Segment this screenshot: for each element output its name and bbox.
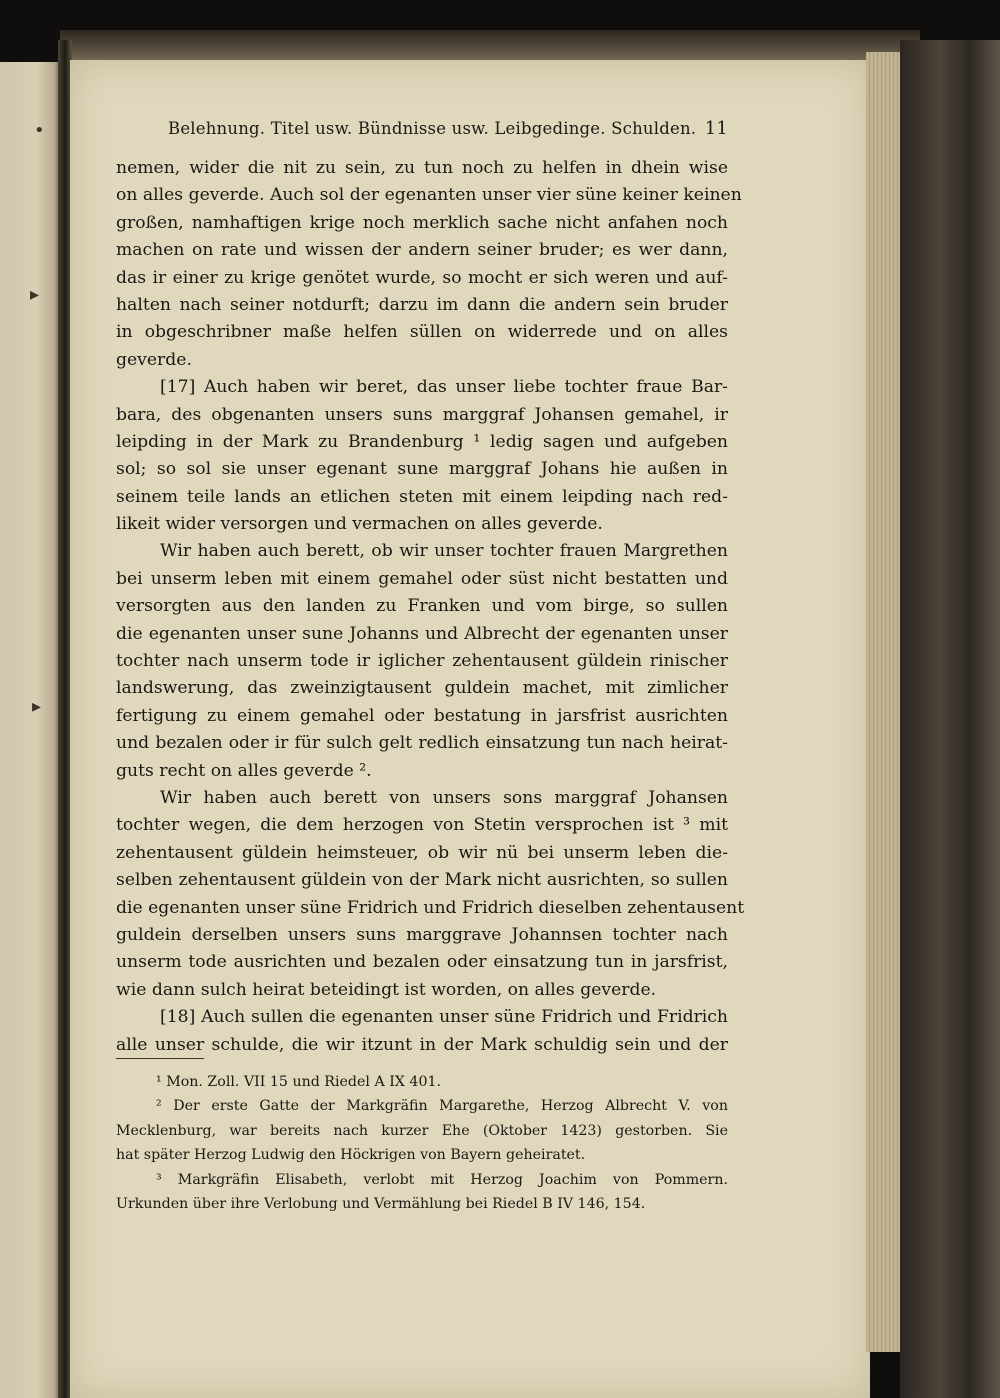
text-line: alle unser schulde, die wir itzunt in der Mark schuldig sein und der — [116, 1034, 728, 1055]
margin-mark: ▸ — [30, 284, 40, 305]
text-line: wie dann sulch heirat beteidingt ist worden, on alles geverde. — [116, 979, 657, 1000]
text-line: bei unserm leben mit einem gemahel oder süst nicht bestatten und — [116, 568, 728, 589]
footnotes — [116, 1070, 728, 1216]
body-text — [116, 155, 745, 1059]
text-line: on alles geverde. Auch sol der egenanten unser vier süne keiner keinen — [116, 185, 742, 206]
text-line: das ir einer zu krige genötet wurde, so mocht er sich weren und auf- — [116, 267, 728, 288]
margin-mark: ▸ — [32, 696, 42, 717]
footnote-line: ³ Markgräfin Elisabeth, verlobt mit Herzog Joachim von Pommern. — [156, 1171, 728, 1188]
text-line: tochter nach unserm tode ir iglicher zehentausent güldein rinischer — [116, 651, 728, 672]
text-line: likeit wider versorgen und vermachen on alles geverde. — [116, 514, 603, 535]
text-line: in obgeschribner maße helfen süllen on widerrede und on alles — [116, 322, 728, 343]
text-line: geverde. — [116, 349, 192, 370]
text-line: machen on rate und wissen der andern seiner bruder; es wer dann, — [116, 240, 728, 261]
text-line: guts recht on alles geverde ². — [116, 760, 372, 781]
text-line: bara, des obgenanten unsers suns marggraf Johansen gemahel, ir — [116, 404, 728, 425]
text-line: die egenanten unser süne Fridrich und Fridrich dieselben zehentausent — [116, 897, 745, 918]
text-line: Wir haben auch berett, ob wir unser tochter frauen Margrethen — [160, 541, 728, 562]
footnote-line: Urkunden über ihre Verlobung und Vermählung bei Riedel B IV 146, 154. — [116, 1195, 646, 1212]
text-line: unserm tode ausrichten und bezalen oder einsatzung tun in jarsfrist, — [116, 952, 728, 973]
text-line: leipding in der Mark zu Brandenburg ¹ ledig sagen und aufgeben — [116, 431, 728, 452]
text-line: landswerung, das zweinzigtausent guldein machet, mit zimlicher — [116, 678, 728, 699]
footnote-rule — [116, 1058, 204, 1059]
footnote-line: hat später Herzog Ludwig den Höckrigen von Bayern geheiratet. — [116, 1147, 586, 1164]
text-line: und bezalen oder ir für sulch gelt redlich einsatzung tun nach heirat- — [116, 733, 728, 754]
margin-mark: • — [34, 120, 45, 141]
footnote-line: Mecklenburg, war bereits nach kurzer Ehe (Oktober 1423) gestorben. Sie — [116, 1122, 728, 1139]
page-number: 11 — [704, 118, 728, 139]
footnote-line: ¹ Mon. Zoll. VII 15 und Riedel A IX 401. — [156, 1074, 442, 1090]
text-line: versorgten aus den landen zu Franken und vom birge, so sullen — [116, 596, 728, 617]
text-line: halten nach seiner notdurft; darzu im dann die andern sein bruder — [116, 294, 728, 315]
text-line: seinem teile lands an etlichen steten mit einem leipding nach red- — [116, 486, 728, 507]
text-line: selben zehentausent güldein von der Mark nicht ausrichten, so sullen — [116, 870, 728, 891]
footnote-line: ² Der erste Gatte der Markgräfin Margarethe, Herzog Albrecht V. von — [156, 1098, 728, 1115]
text-line: fertigung zu einem gemahel oder bestatung in jarsfrist ausrichten — [116, 705, 728, 726]
text-line: tochter wegen, die dem herzogen von Stetin versprochen ist ³ mit — [116, 815, 728, 836]
text-line: Wir haben auch berett von unsers sons marggraf Johansen — [160, 787, 728, 808]
text-line: [17] Auch haben wir beret, das unser liebe tochter fraue Bar- — [160, 377, 728, 398]
running-header — [168, 118, 728, 139]
left-page-edge — [0, 62, 60, 1398]
book-top-edge — [60, 30, 920, 64]
book-cover-edge — [900, 40, 1000, 1398]
text-line: zehentausent güldein heimsteuer, ob wir nü bei unserm leben die- — [116, 842, 728, 863]
running-title: Belehnung. Titel usw. Bündnisse usw. Leibgedinge. Schulden. — [168, 119, 697, 138]
text-line: guldein derselben unsers suns marggrave Johannsen tochter nach — [116, 924, 728, 945]
text-line: großen, namhaftigen krige noch merklich sache nicht anfahen noch — [116, 212, 728, 233]
text-line: [18] Auch sullen die egenanten unser süne Fridrich und Fridrich — [160, 1007, 728, 1028]
text-line: nemen, wider die nit zu sein, zu tun noch zu helfen in dhein wise — [116, 158, 728, 178]
text-line: sol; so sol sie unser egenant sune marggraf Johans hie außen in — [116, 459, 728, 480]
text-line: die egenanten unser sune Johanns und Albrecht der egenanten unser — [116, 623, 728, 644]
page-stack-edge — [866, 52, 902, 1352]
